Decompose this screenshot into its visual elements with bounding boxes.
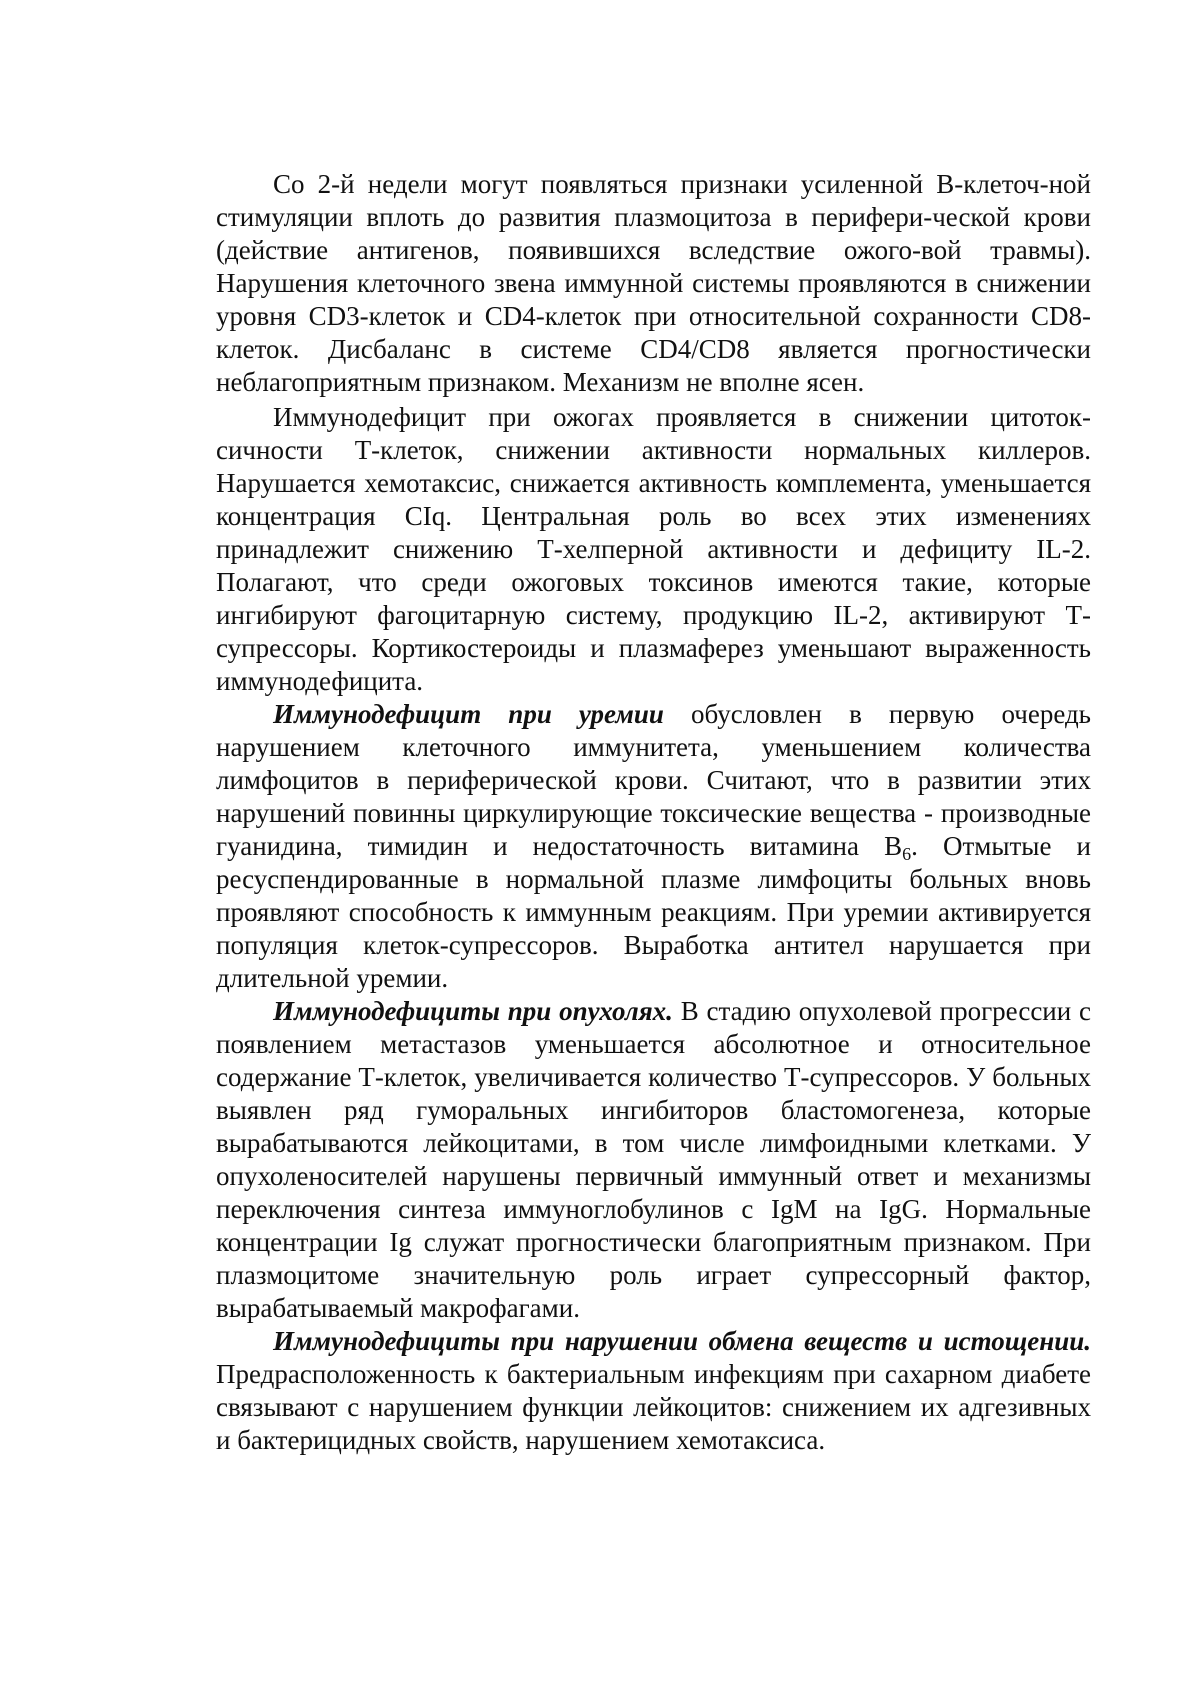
paragraph-burn-immunodeficiency <box>216 401 1091 698</box>
document-page <box>216 168 1091 1457</box>
paragraph-lead-heading: Иммунодефициты при нарушении обмена веществ и истощении. <box>273 1326 1091 1356</box>
paragraph-uremia <box>216 698 1091 995</box>
paragraph-text: Иммунодефицит при ожогах проявляется в снижении цитоток-сичности Т-клеток, снижении активности нормальных киллеров. Нарушается хемотаксис, снижается активность комплемента, уменьшается концентрация CIq. Центральная роль во всех этих изменениях принадлежит снижению Т-хелперной активности и дефициту IL-2. Полагают, что среди ожоговых токсинов имеются такие, которые ингибируют фагоцитарную систему, продукцию IL-2, активируют Т-супрессоры. Кортикостероиды и плазмаферез уменьшают выраженность иммунодефицита. <box>216 402 1091 696</box>
paragraph-metabolism <box>216 1325 1091 1457</box>
paragraph-text: Предрасположенность к бактериальным инфекциям при сахарном диабете связывают с нарушением функции лейкоцитов: снижением их адгезивных и бактерицидных свойств, нарушением хемотаксиса. <box>216 1359 1091 1455</box>
paragraph-burn-b-cell <box>216 168 1091 399</box>
paragraph-text: обусловлен в первую очередь нарушением клеточного иммунитета, уменьшением количества лимфоцитов в периферической крови. Считают, что в развитии этих нарушений повинны циркулирующие токсические вещества - производные гуанидина, тимидин и недостаточность витамина B <box>216 699 1091 861</box>
paragraph-lead-heading: Иммунодефициты при опухолях. <box>273 996 673 1026</box>
paragraph-lead-heading: Иммунодефицит при уремии <box>273 699 664 729</box>
paragraph-text: . Отмытые и ресуспендированные в нормальной плазме лимфоциты больных вновь проявляют способность к иммунным реакциям. При уремии активируется популяция клеток-супрессоров. Выработка антител нарушается при длительной уремии. <box>216 831 1091 993</box>
paragraph-tumors <box>216 995 1091 1325</box>
paragraph-text: В стадию опухолевой прогрессии с появлением метастазов уменьшается абсолютное и относительное содержание Т-клеток, увеличивается количество Т-супрессоров. У больных выявлен ряд гуморальных ингибиторов бластомогенеза, которые вырабатываются лейкоцитами, в том числе лимфоидными клетками. У опухоленосителей нарушены первичный иммунный ответ и механизмы переключения синтеза иммуноглобулинов с IgM на IgG. Нормальные концентрации Ig служат прогностически благоприятным признаком. При плазмоцитоме значительную роль играет супрессорный фактор, вырабатываемый макрофагами. <box>216 996 1091 1323</box>
paragraph-text: Со 2-й недели могут появляться признаки усиленной В-клеточ-ной стимуляции вплоть до развития плазмоцитоза в перифери-ческой крови (действие антигенов, появившихся вследствие ожого-вой травмы). Нарушения клеточного звена иммунной системы проявляются в снижении уровня CD3-клеток и CD4-клеток при относительной сохранности CD8-клеток. Дисбаланс в системе CD4/CD8 является прогностически неблагоприятным признаком. Механизм не вполне ясен. <box>216 169 1091 397</box>
subscript-number: 6 <box>902 844 912 864</box>
